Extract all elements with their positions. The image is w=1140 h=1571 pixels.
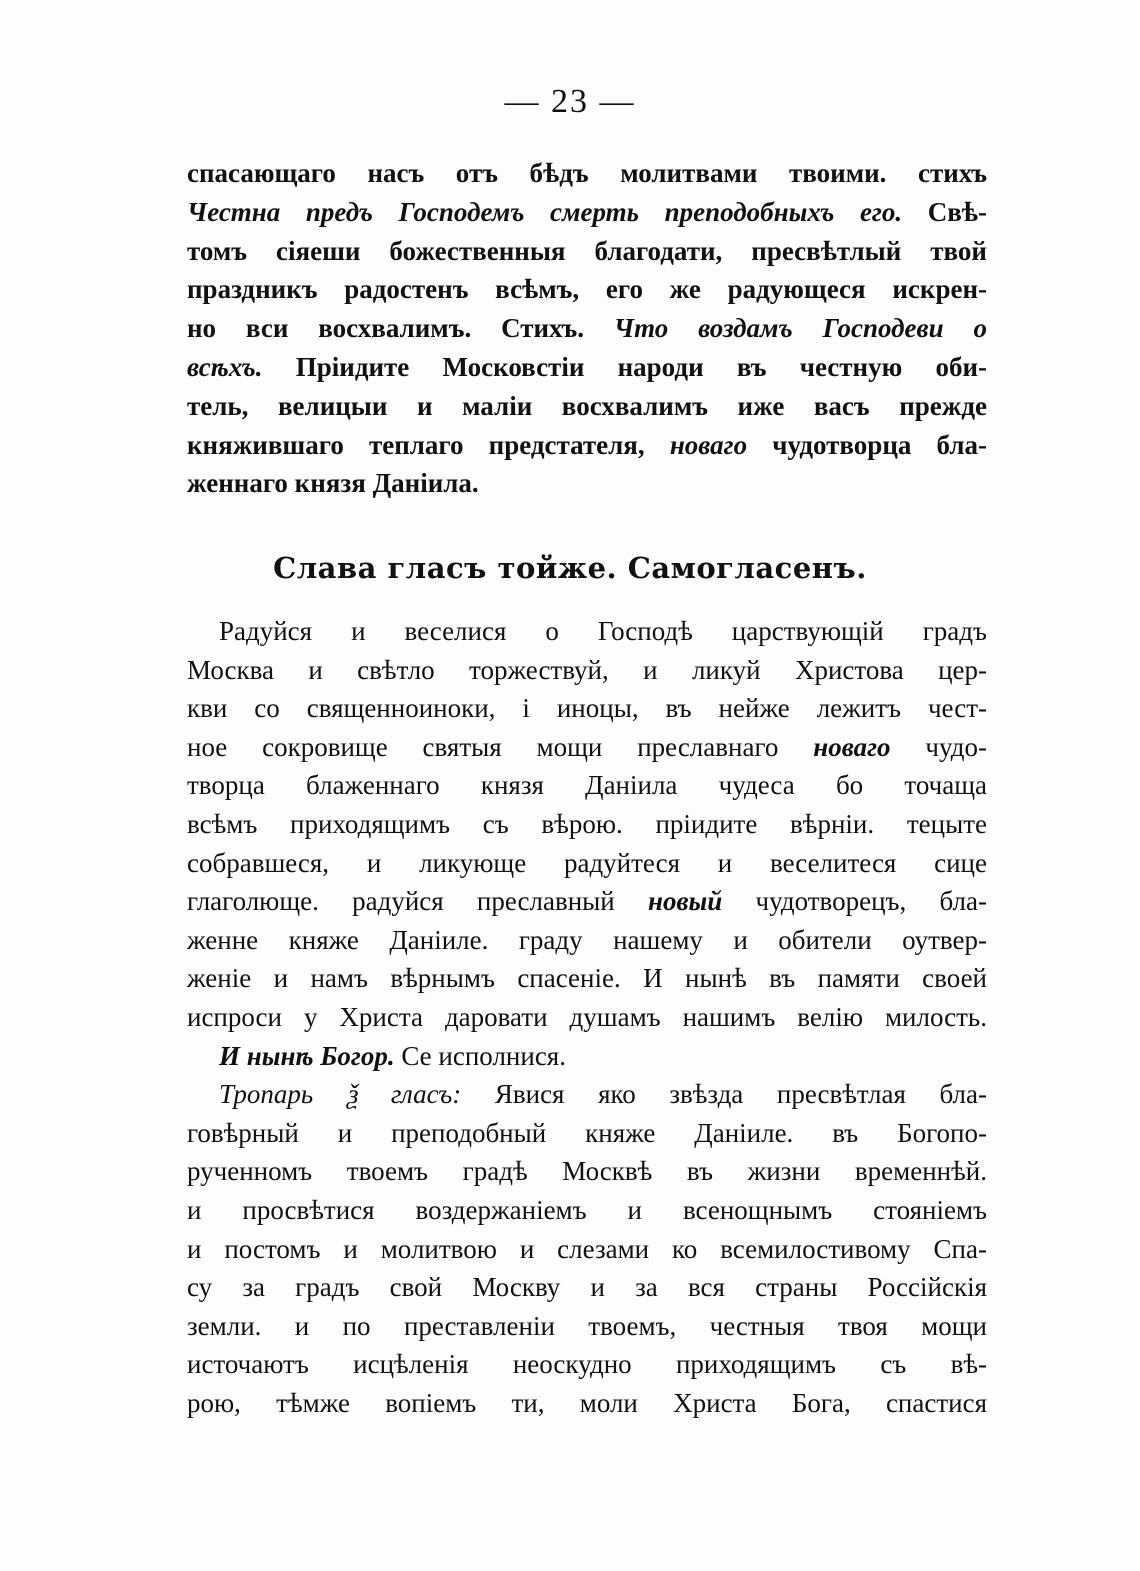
paragraph-1 [187, 154, 987, 503]
text-line: су за градъ свой Москву и за вся страны Россійскія [187, 1272, 987, 1303]
text-line: И нынѣ Богор. Се исполнися. [219, 1040, 566, 1071]
text-line: томъ сіяеши божественныя благодати, пресвѣтлый твой [187, 235, 987, 266]
text-line: Тропарь ѯ гласъ: Явися яко звѣзда пресвѣтлая бла- [219, 1079, 987, 1110]
text-line: собравшеся, и ликующе радуйтеся и веселитеся сице [187, 847, 987, 878]
text-line: тель, велицыи и малiи восхвалимъ иже васъ прежде [187, 390, 987, 421]
text-line: и постомъ и молитвою и слезами ко всемилостивому Спа- [187, 1233, 987, 1264]
text-line: говѣрный и преподобный княже Даніиле. въ Богопо- [187, 1117, 987, 1148]
page-number: — 23 — [504, 83, 636, 120]
section-heading: Слава гласъ тойже. Самогласенъ. [273, 551, 867, 585]
text-line: земли. и по преставленіи твоемъ, честныя твоя мощи [187, 1310, 987, 1341]
text-line: творца блаженнаго князя Даніила чудеса бо точаща [187, 770, 987, 801]
text-line: но вси восхвалимъ. Стихъ. Что воздамъ Господеви о [187, 313, 987, 344]
text-line: источаютъ исцѣленія неоскудно приходящимъ съ вѣ- [187, 1349, 987, 1380]
paragraph-2 [187, 612, 987, 1422]
text-line: глаголюще. радуйся преславный новый чудотворецъ, бла- [187, 886, 987, 917]
italic-phrase: Что воздамъ Господеви о [613, 313, 987, 344]
text-line: женне княже Даніиле. граду нашему и обители оутвер- [187, 924, 987, 955]
text-line: всѣмъ приходящимъ съ вѣрою. пріидите вѣрніи. тецыте [187, 808, 987, 839]
text-line: женіе и намъ вѣрнымъ спасеніе. И нынѣ въ памяти своей [187, 963, 987, 994]
text-line: Радуйся и веселися о Господѣ царствующій градъ [219, 616, 987, 646]
italic-phrase: всѣхъ. [187, 351, 263, 382]
text-line: рученномъ твоемъ градѣ Москвѣ въ жизни временнѣй. [187, 1156, 987, 1187]
text-line: рою, тѣмже вопіемъ ти, моли Христа Бога, спастися [187, 1387, 987, 1418]
text-line: кви со священноиноки, і иноцы, въ нейже лежитъ чест- [187, 693, 987, 724]
text-line: Честна предъ Господемъ смерть преподобныхъ его. Свѣ- [187, 196, 987, 227]
text-line: и просвѣтися воздержаніемъ и всенощнымъ стояніемъ [187, 1194, 987, 1225]
text-line: праздникъ радостенъ всѣмъ, его же радующеся искрен- [187, 274, 987, 305]
italic-phrase: новаго [669, 429, 748, 460]
text-line: княжившаго теплаго предстателя, новаго чудотворца бла- [187, 429, 987, 460]
text-line: всѣхъ. Пріидите Московстіи народи въ честную оби- [187, 351, 987, 382]
italic-phrase: И нынѣ Богор. [219, 1040, 395, 1071]
italic-phrase: Честна предъ Господемъ смерть преподобныхъ его. [187, 196, 903, 227]
text-line: спасающаго насъ отъ бѣдъ молитвами твоими. стихъ [187, 158, 987, 188]
text-line: ное сокровище святыя мощи преславнаго новаго чудо- [187, 731, 988, 762]
italic-phrase: Тропарь ѯ гласъ: [219, 1079, 462, 1110]
text-line: испроси у Христа даровати душамъ нашимъ велію милость. [187, 1001, 987, 1032]
italic-phrase: новый [647, 886, 723, 917]
text-line: женнаго князя Даніила. [187, 468, 479, 499]
text-line: Москва и свѣтло торжествуй, и ликуй Христова цер- [187, 654, 987, 685]
italic-phrase: новаго [813, 731, 891, 762]
